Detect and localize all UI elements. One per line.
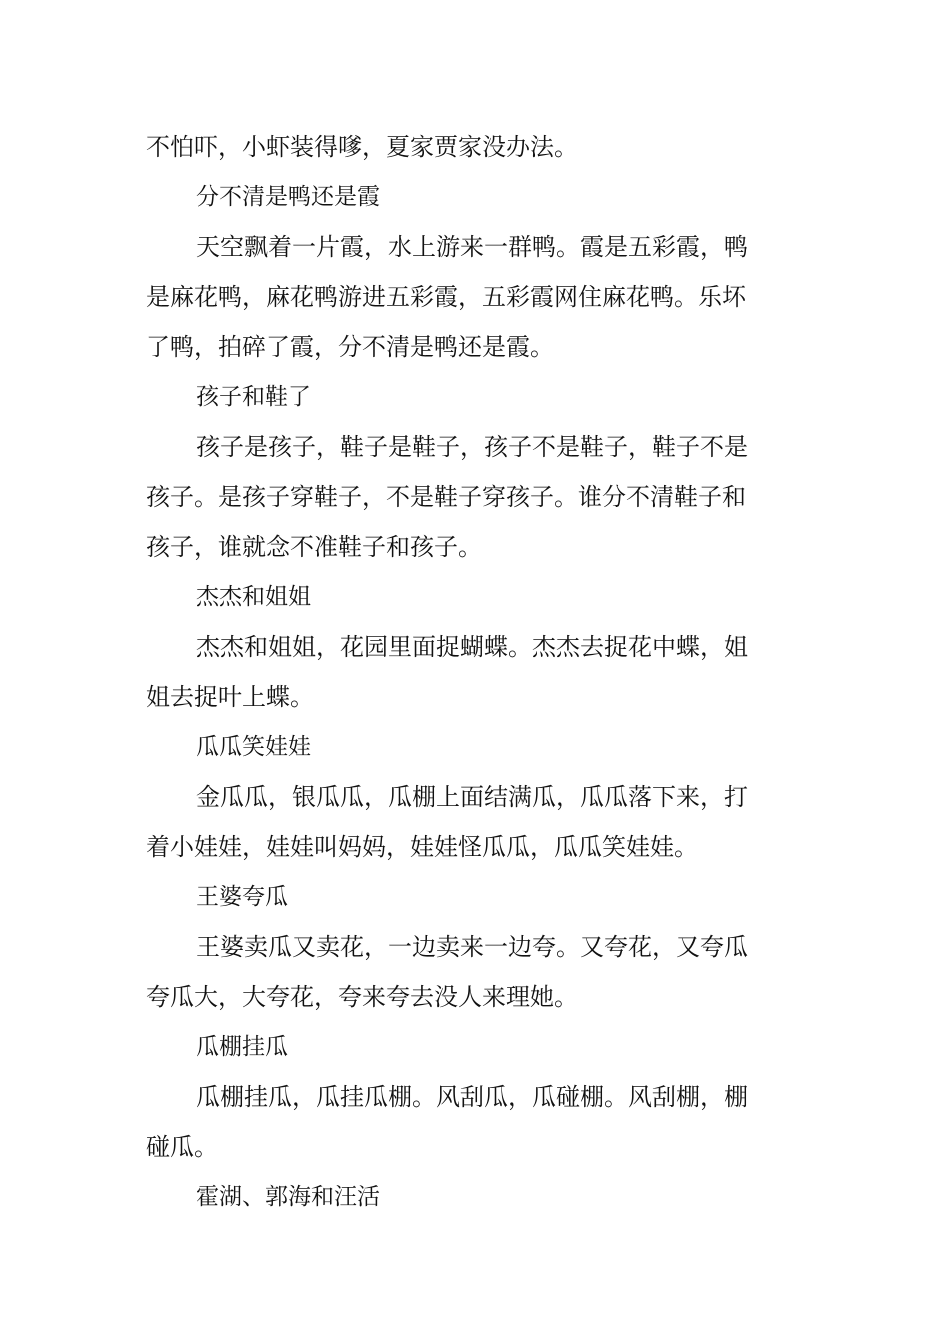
paragraph-line: 姐去捉叶上蝶。 bbox=[146, 683, 314, 711]
paragraph-line: 碰瓜。 bbox=[146, 1133, 218, 1161]
paragraph-line: 夸瓜大，大夸花，夸来夸去没人来理她。 bbox=[146, 983, 578, 1011]
paragraph-line: 瓜棚挂瓜，瓜挂瓜棚。风刮瓜，瓜碰棚。风刮棚，棚 bbox=[196, 1083, 748, 1111]
section-title: 杰杰和姐姐 bbox=[196, 584, 311, 610]
paragraph-line: 金瓜瓜，银瓜瓜，瓜棚上面结满瓜，瓜瓜落下来，打 bbox=[196, 783, 748, 811]
paragraph-line: 天空飘着一片霞，水上游来一群鸭。霞是五彩霞，鸭 bbox=[196, 233, 748, 261]
paragraph-line: 孩子，谁就念不准鞋子和孩子。 bbox=[146, 533, 482, 561]
paragraph-line: 是麻花鸭，麻花鸭游进五彩霞，五彩霞网住麻花鸭。乐坏 bbox=[146, 283, 746, 311]
section-title: 孩子和鞋了 bbox=[196, 384, 311, 410]
paragraph-line: 了鸭，拍碎了霞，分不清是鸭还是霞。 bbox=[146, 333, 554, 361]
section-title: 瓜棚挂瓜 bbox=[196, 1034, 288, 1060]
paragraph-line: 不怕吓，小虾装得嗲，夏家贾家没办法。 bbox=[146, 133, 578, 161]
paragraph-line: 王婆卖瓜又卖花，一边卖来一边夸。又夸花，又夸瓜 bbox=[196, 933, 748, 961]
section-title: 霍湖、郭海和汪活 bbox=[196, 1184, 380, 1210]
paragraph-line: 着小娃娃，娃娃叫妈妈，娃娃怪瓜瓜，瓜瓜笑娃娃。 bbox=[146, 833, 698, 861]
paragraph-line: 孩子是孩子，鞋子是鞋子，孩子不是鞋子，鞋子不是 bbox=[196, 433, 748, 461]
paragraph-line: 杰杰和姐姐，花园里面捉蝴蝶。杰杰去捉花中蝶，姐 bbox=[196, 633, 748, 661]
section-title: 分不清是鸭还是霞 bbox=[196, 184, 380, 210]
section-title: 瓜瓜笑娃娃 bbox=[196, 734, 311, 760]
section-title: 王婆夸瓜 bbox=[196, 884, 288, 910]
paragraph-line: 孩子。是孩子穿鞋子，不是鞋子穿孩子。谁分不清鞋子和 bbox=[146, 483, 746, 511]
document-page bbox=[146, 122, 806, 1222]
